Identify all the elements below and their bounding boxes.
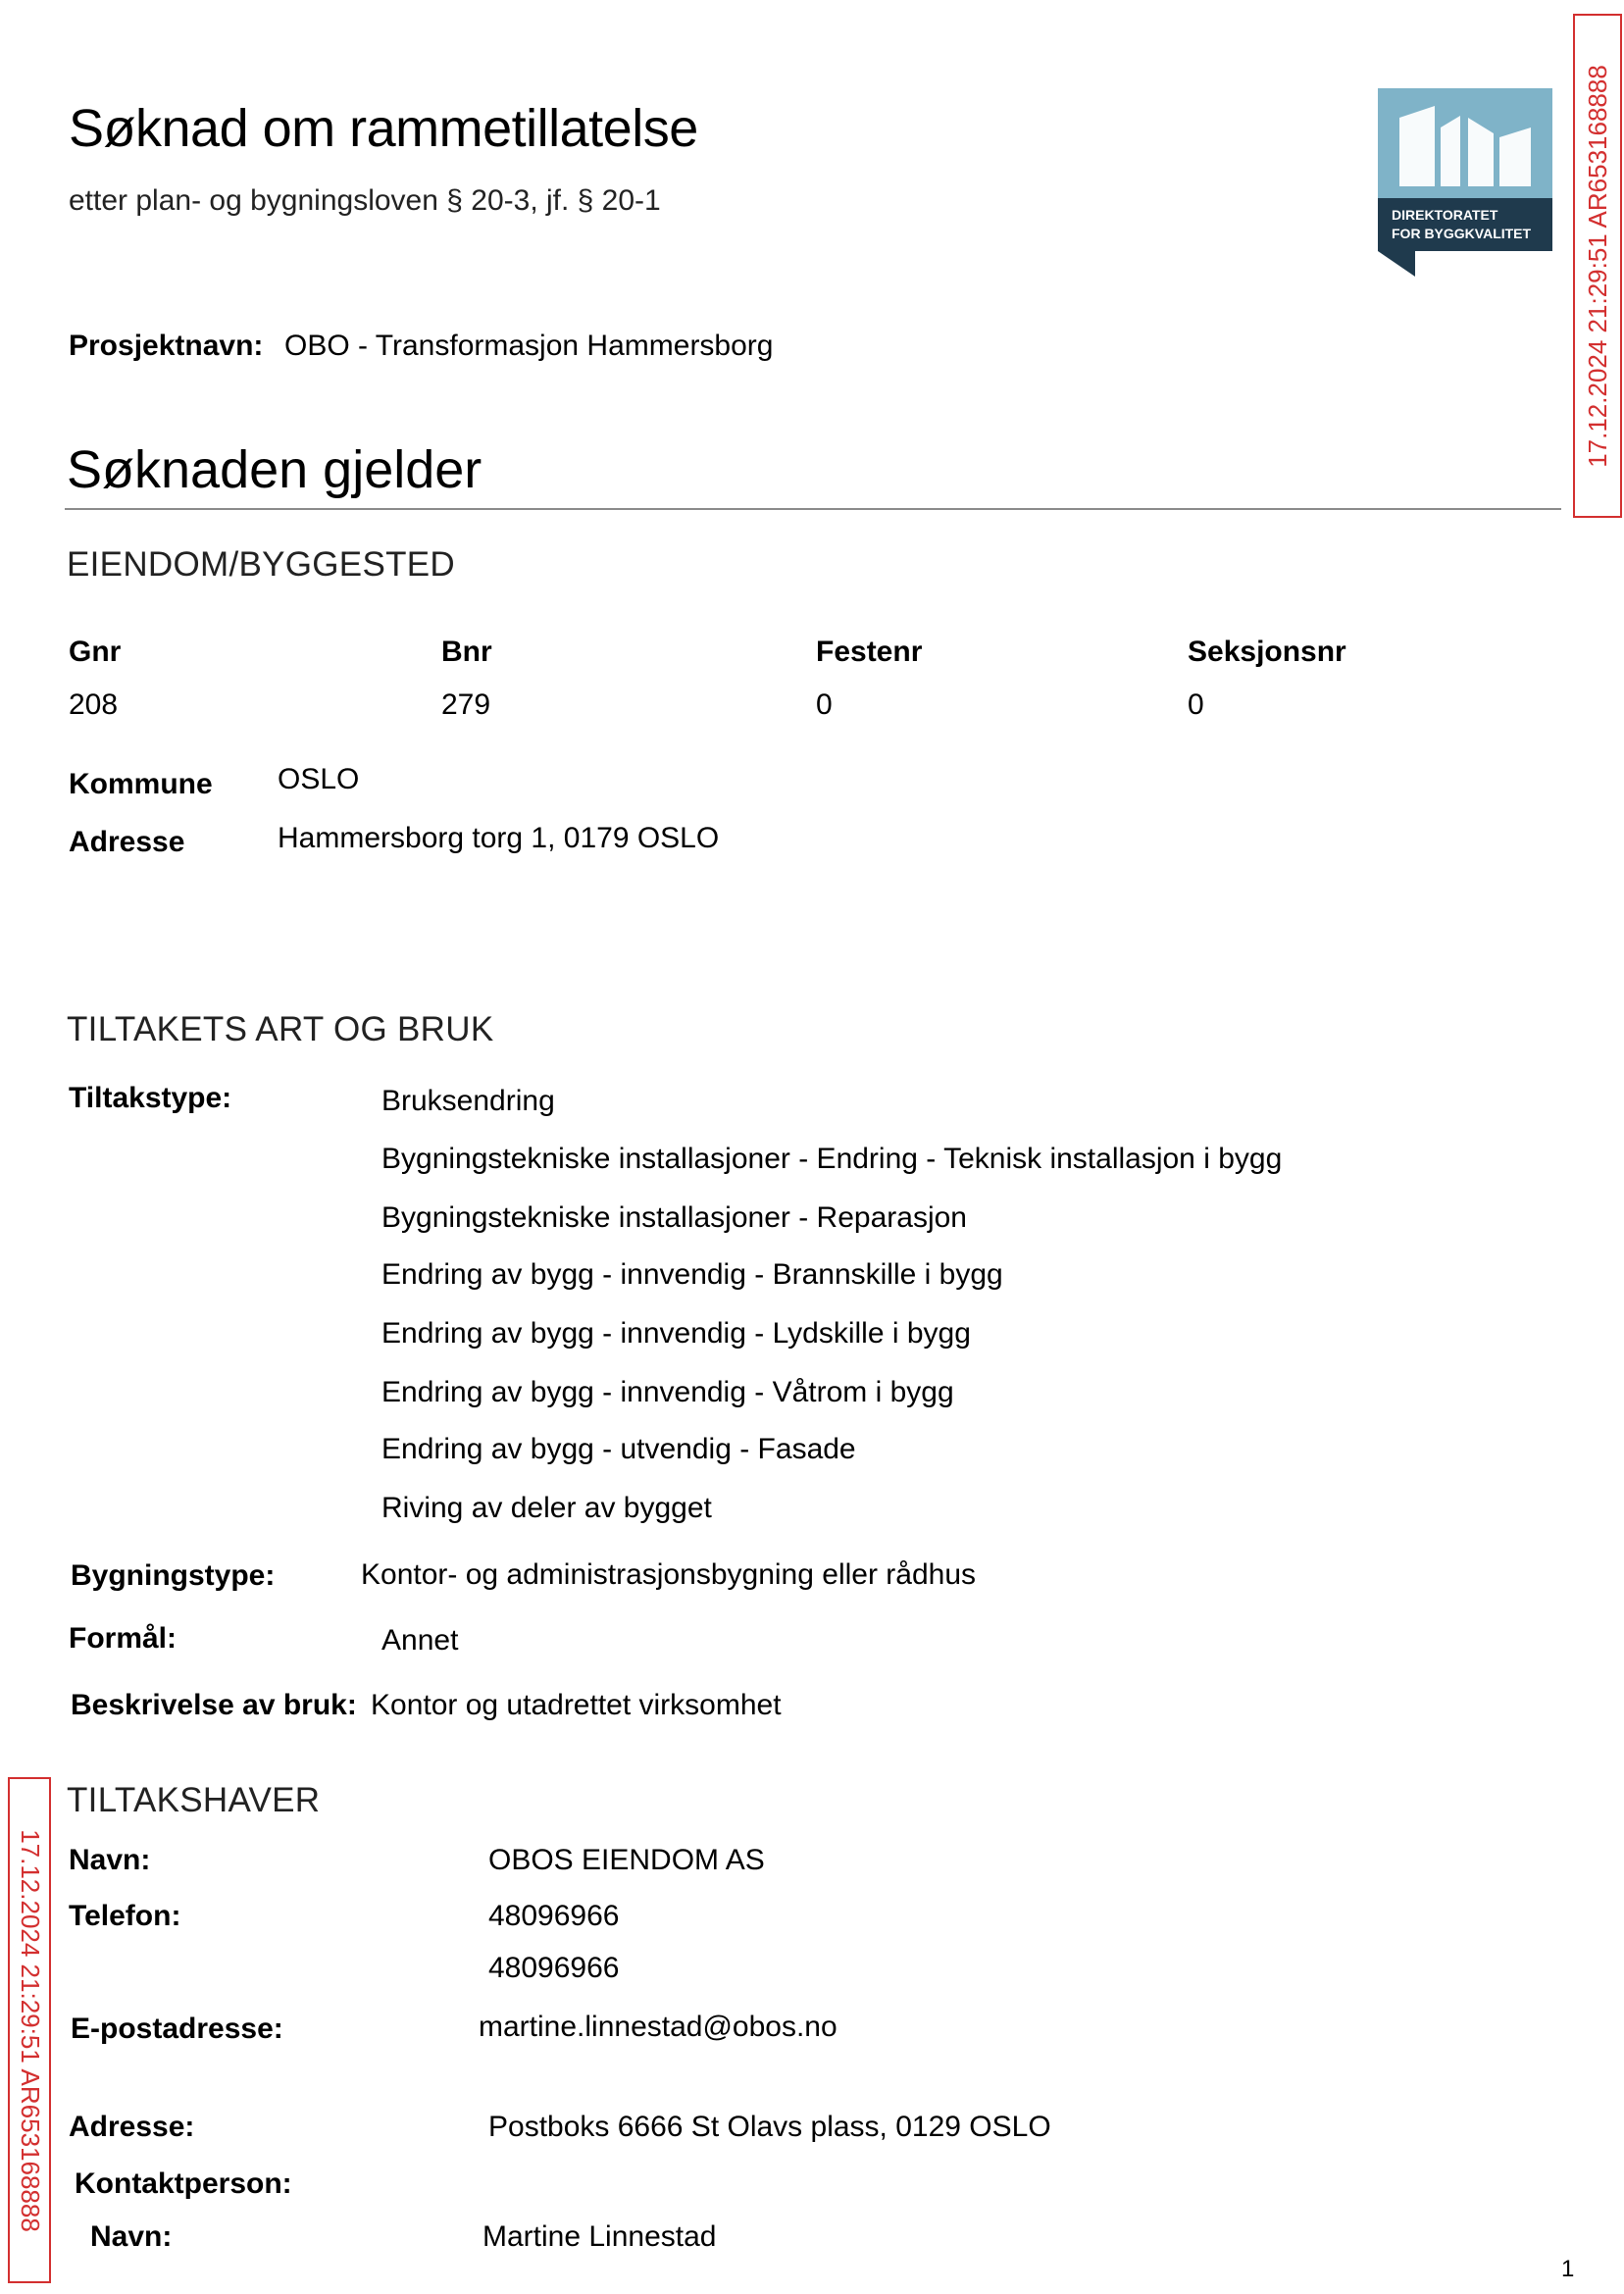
- adresse-value: Hammersborg torg 1, 0179 OSLO: [278, 822, 720, 854]
- section-divider: [65, 508, 1561, 510]
- page-number: 1: [1561, 2256, 1575, 2282]
- tiltakstype-label: Tiltakstype:: [69, 1082, 232, 1114]
- th-navn-label: Navn:: [69, 1844, 151, 1876]
- timestamp-stamp-left: [8, 1777, 51, 2283]
- tiltakstype-item: Bruksendring: [381, 1085, 555, 1117]
- kontaktperson-label: Kontaktperson:: [75, 2167, 292, 2200]
- tiltakstype-item: Endring av bygg - utvendig - Fasade: [381, 1433, 856, 1465]
- th-telefon-value: 48096966: [488, 1900, 620, 1932]
- section-title: Søknaden gjelder: [67, 440, 482, 499]
- th-adresse-label: Adresse:: [69, 2111, 195, 2143]
- formal-label: Formål:: [69, 1622, 178, 1655]
- kontakt-navn-label: Navn:: [90, 2220, 173, 2253]
- property-heading: EIENDOM/BYGGESTED: [67, 545, 455, 584]
- bnr-label: Bnr: [441, 636, 492, 668]
- page-subtitle: etter plan- og bygningsloven § 20-3, jf. § 20-1: [69, 184, 661, 217]
- tiltakstype-item: Riving av deler av bygget: [381, 1492, 712, 1524]
- seksjonsnr-label: Seksjonsnr: [1188, 636, 1346, 668]
- bygningstype-value: Kontor- og administrasjonsbygning eller rådhus: [361, 1558, 977, 1591]
- stamp-text: 17.12.2024 21:29:51 AR653168888: [1582, 64, 1612, 468]
- th-telefon-label: Telefon:: [69, 1900, 181, 1932]
- formal-value: Annet: [381, 1624, 459, 1657]
- project-value: OBO - Transformasjon Hammersborg: [284, 330, 774, 362]
- th-navn-value: OBOS EIENDOM AS: [488, 1844, 765, 1876]
- project-label: Prosjektnavn:: [69, 330, 264, 362]
- tiltakstype-item: Bygningstekniske installasjoner - Endring - Teknisk installasjon i bygg: [381, 1143, 1283, 1175]
- tiltakstype-item: Endring av bygg - innvendig - Lydskille i bygg: [381, 1317, 971, 1350]
- logo-line1: DIREKTORATET: [1392, 207, 1498, 223]
- bnr-value: 279: [441, 688, 491, 721]
- th-epost-label: E-postadresse:: [71, 2013, 283, 2045]
- bygningstype-label: Bygningstype:: [71, 1559, 276, 1592]
- beskrivelse-label: Beskrivelse av bruk:: [71, 1689, 357, 1721]
- logo-line2: FOR BYGGKVALITET: [1392, 226, 1532, 241]
- gnr-value: 208: [69, 688, 119, 721]
- tiltak-heading: TILTAKETS ART OG BRUK: [67, 1010, 494, 1048]
- festenr-label: Festenr: [816, 636, 923, 668]
- tiltakshaver-heading: TILTAKSHAVER: [67, 1781, 321, 1819]
- timestamp-stamp-right: [1573, 14, 1622, 518]
- beskrivelse-value: Kontor og utadrettet virksomhet: [371, 1689, 782, 1721]
- th-adresse-value: Postboks 6666 St Olavs plass, 0129 OSLO: [488, 2111, 1051, 2143]
- kommune-label: Kommune: [69, 768, 213, 800]
- kommune-value: OSLO: [278, 763, 360, 795]
- th-epost-value: martine.linnestad@obos.no: [479, 2011, 837, 2043]
- adresse-label: Adresse: [69, 826, 185, 858]
- festenr-value: 0: [816, 688, 833, 721]
- stamp-text: 17.12.2024 21:29:51 AR653168888: [15, 1828, 45, 2232]
- seksjonsnr-value: 0: [1188, 688, 1204, 721]
- kontakt-navn-value: Martine Linnestad: [482, 2220, 717, 2253]
- dibk-logo-graphic: [1378, 88, 1552, 277]
- dibk-logo: [1378, 88, 1552, 277]
- page-title: Søknad om rammetillatelse: [69, 99, 698, 158]
- tiltakstype-item: Endring av bygg - innvendig - Våtrom i bygg: [381, 1376, 954, 1408]
- tiltakstype-item: Bygningstekniske installasjoner - Reparasjon: [381, 1201, 967, 1234]
- tiltakstype-item: Endring av bygg - innvendig - Brannskille i bygg: [381, 1258, 1003, 1291]
- gnr-label: Gnr: [69, 636, 122, 668]
- th-telefon-value: 48096966: [488, 1952, 620, 1984]
